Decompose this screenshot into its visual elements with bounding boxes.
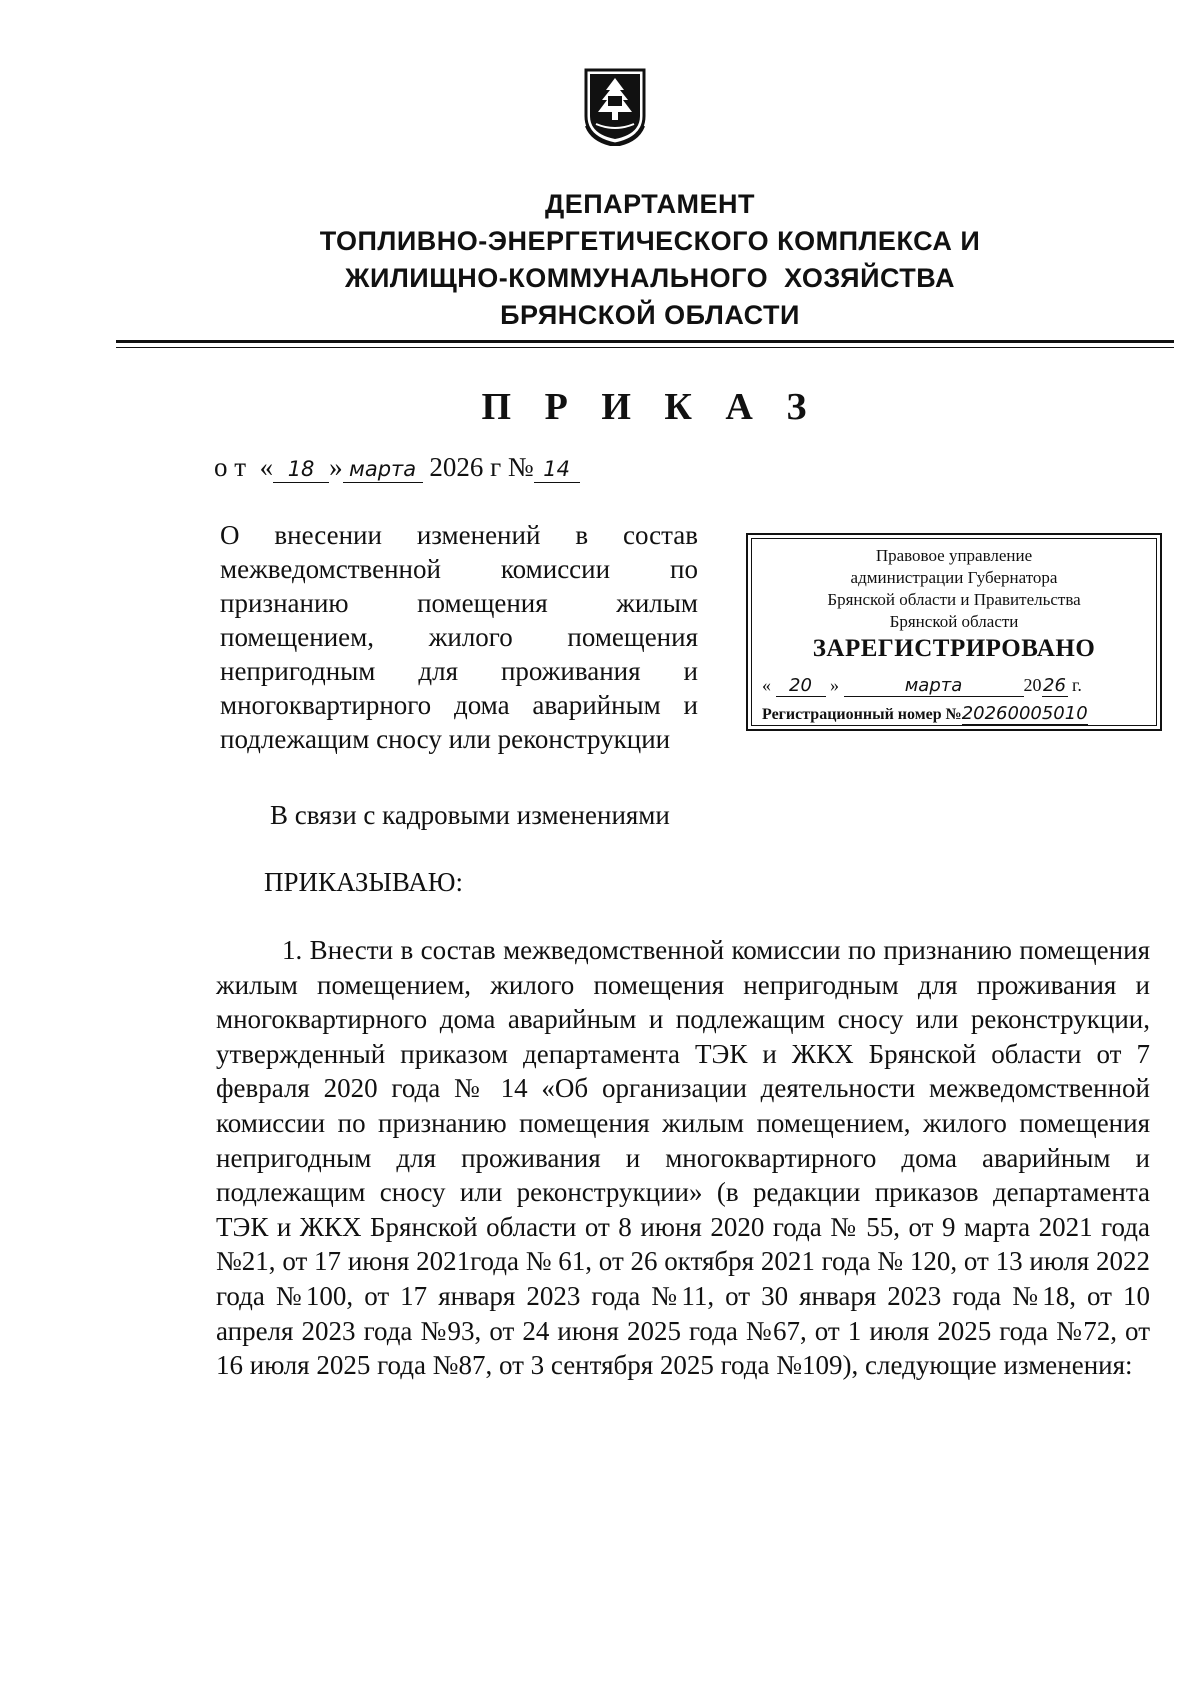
stamp-org-line: Правовое управление bbox=[875, 546, 1033, 565]
stamp-open-quote: « bbox=[762, 675, 771, 695]
header-line: ТОПЛИВНО-ЭНЕРГЕТИЧЕСКОГО КОМПЛЕКСА И bbox=[319, 226, 981, 256]
stamp-year-unit: г. bbox=[1072, 675, 1082, 695]
stamp-org-line: Брянской области и Правительства bbox=[827, 590, 1081, 609]
header-line: БРЯНСКОЙ ОБЛАСТИ bbox=[500, 300, 800, 330]
stamp-reg-number bbox=[762, 703, 1152, 724]
header-divider-thick bbox=[116, 340, 1174, 343]
stamp-reg-number-handwritten: 20260005010 bbox=[961, 703, 1088, 724]
header-line: ЖИЛИЩНО-КОММУНАЛЬНОГО ХОЗЯЙСТВА bbox=[345, 263, 955, 293]
date-month-handwritten: марта bbox=[343, 456, 423, 483]
stamp-org-line: Брянской области bbox=[889, 612, 1019, 631]
stamp-day-handwritten: 20 bbox=[776, 675, 826, 697]
header-line: ДЕПАРТАМЕНТ bbox=[544, 189, 756, 219]
stamp-date bbox=[762, 675, 1146, 697]
order-basis: В связи с кадровыми изменениями bbox=[270, 800, 670, 830]
date-day-handwritten: 18 bbox=[273, 456, 329, 483]
subject-line: помещением, жилого помещения bbox=[220, 622, 698, 652]
stamp-reg-number-label: Регистрационный номер № bbox=[762, 706, 962, 723]
stamp-year-handwritten: 26 bbox=[1043, 675, 1066, 696]
coat-of-arms-icon bbox=[582, 66, 648, 146]
number-label: № bbox=[507, 452, 534, 482]
subject-line: непригодным для проживания и bbox=[220, 656, 698, 686]
subject-line: О внесении изменений в состав bbox=[220, 520, 698, 550]
date-prefix: о т bbox=[214, 452, 247, 482]
document-title: П Р И К А З bbox=[481, 386, 819, 428]
order-date-line: о т « 18 » марта 2026 г № 14 bbox=[214, 452, 580, 483]
header-divider-thin bbox=[116, 347, 1174, 348]
order-number-handwritten: 14 bbox=[534, 456, 580, 483]
order-paragraph-1: 1. Внести в состав межведомственной комиссии по признанию помещения жилым помещением, жилого помещения непригодным для проживания и многоквартирного дома аварийным и подлежащим сносу или реконструкции, утвержденный приказом департамента ТЭК и ЖКХ Брянской области от 7 февраля 2020 года № 14 «Об организации деятельности межведомственной комиссии по признанию помещения жилым помещением, жилого помещения непригодным для проживания и многоквартирного дома аварийным и подлежащим сносу или реконструкции» (в редакции приказов департамента ТЭК и ЖКХ Брянской области от 8 июня 2020 года № 55, от 9 марта 2021 года №21, от 17 июня 2021года № 61, от 26 октября 2021 года № 120, от 13 июля 2022 года №100, от 17 января 2023 года №11, от 30 января 2023 года №18, от 10 апреля 2023 года №93, от 24 июня 2025 года №67, от 1 июля 2025 года №72, от 16 июля 2025 года №87, от 3 сентября 2025 года №109), следующие изменения: bbox=[216, 935, 1150, 1381]
department-header bbox=[200, 186, 1100, 334]
stamp-org-line: администрации Губернатора bbox=[850, 568, 1058, 587]
stamp-year-prefix: 20 bbox=[1023, 675, 1042, 695]
stamp-organization bbox=[748, 545, 1160, 633]
registration-stamp bbox=[746, 533, 1162, 731]
subject-line: признанию помещения жилым bbox=[220, 588, 698, 618]
date-year: 2026 г bbox=[429, 452, 502, 482]
stamp-registered-label: ЗАРЕГИСТРИРОВАНО bbox=[812, 635, 1096, 662]
order-subject bbox=[220, 518, 698, 756]
subject-line: многоквартирного дома аварийным и bbox=[220, 690, 698, 720]
stamp-month-handwritten: марта bbox=[844, 675, 1024, 697]
stamp-close-quote: » bbox=[830, 675, 839, 695]
order-directive: ПРИКАЗЫВАЮ: bbox=[264, 867, 463, 897]
subject-line: подлежащим сносу или реконструкции bbox=[220, 724, 671, 754]
subject-line: межведомственной комиссии по bbox=[220, 554, 698, 584]
